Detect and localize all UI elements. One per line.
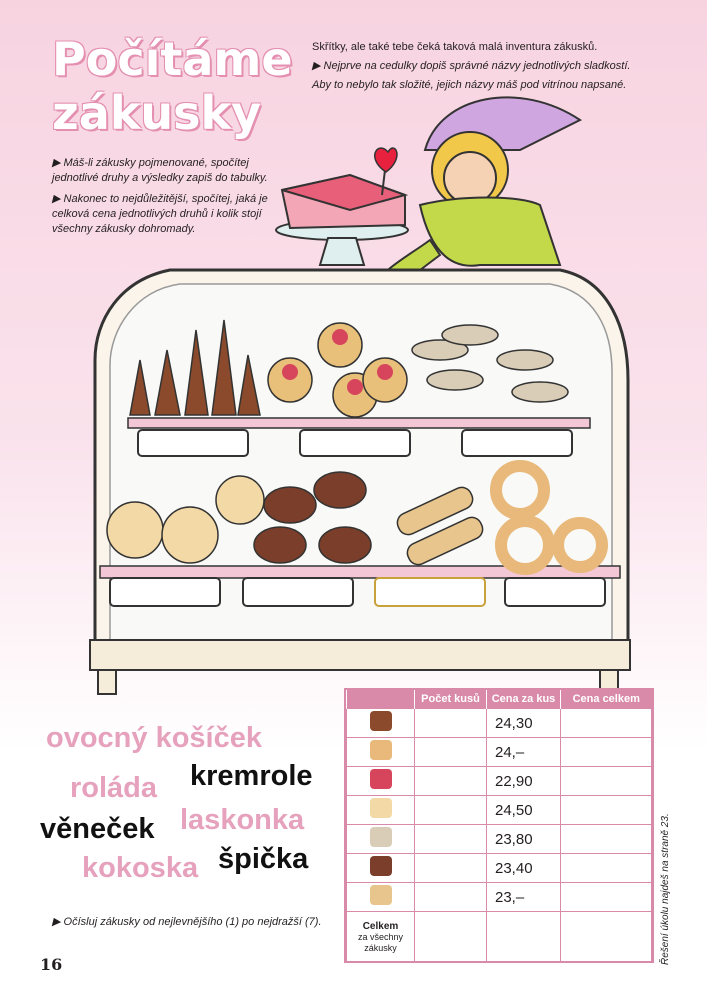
title-line-1: Počítáme [52,32,293,86]
word-kremrole: kremrole [190,760,313,792]
pastry-icon-cell [347,854,415,883]
venecek-icon [370,740,392,760]
word-laskonka: laskonka [180,804,305,836]
table-row [347,825,652,854]
word-ovocny-kosicek: ovocný košíček [46,722,262,754]
unit-price-cell: 24,– [487,738,561,767]
total-cell[interactable] [561,883,652,912]
total-cell[interactable] [561,854,652,883]
page-number: 16 [40,955,63,974]
table-row [347,738,652,767]
count-cell[interactable] [415,709,487,738]
unit-price-cell: 24,50 [487,796,561,825]
total-cell[interactable] [561,767,652,796]
total-label [347,912,415,963]
kokoska-icon [370,856,392,876]
instruction-total: ▶ Nakonec to nejdůležitější, spočítej, jaká je celková cena jednotlivých druhů i kolik stojí všechny zákusky dohromady. [52,193,268,235]
inventory-table [344,688,654,963]
count-cell[interactable] [415,738,487,767]
count-cell[interactable] [415,796,487,825]
unit-price-cell: 23,80 [487,825,561,854]
header-unit-price: Cena za kus [487,690,561,709]
unit-price-cell: 22,90 [487,767,561,796]
pastry-icon-cell [347,883,415,912]
count-cell[interactable] [415,825,487,854]
total-label-bold: Celkem [362,920,399,932]
pastry-icon-cell [347,767,415,796]
total-cell[interactable] [561,738,652,767]
kosicek-icon [370,769,392,789]
pastry-icon-cell [347,709,415,738]
unit-price-cell: 23,– [487,883,561,912]
header-icon [347,690,415,709]
pastry-icon-cell [347,796,415,825]
word-venecek: věneček [40,813,155,845]
kremrole-icon [370,885,392,905]
table-row [347,767,652,796]
intro-line-2: ▶ Nejprve na cedulky dopiš správné názvy jednotlivých sladkostí. [312,60,631,72]
rolada-icon [370,798,392,818]
table-total-row [347,912,652,963]
unit-price-cell: 24,30 [487,709,561,738]
cake-stand-illustration [276,148,408,265]
total-cell[interactable] [561,796,652,825]
total-count-cell[interactable] [415,912,487,963]
pastry-icon-cell [347,738,415,767]
word-rolada: roláda [70,772,158,804]
table-row [347,883,652,912]
total-cell[interactable] [561,825,652,854]
pastry-icon-cell [347,825,415,854]
table-header [347,690,652,709]
total-price-cell[interactable] [561,912,652,963]
table-row [347,709,652,738]
solution-note: Řešení úkolu najdeš na straně 23. [660,813,671,965]
count-cell[interactable] [415,883,487,912]
header-count: Počet kusů [415,690,487,709]
pastry-showcase [90,270,630,694]
unit-price-cell: 23,40 [487,854,561,883]
total-cell[interactable] [561,709,652,738]
table-row [347,854,652,883]
total-unit-cell [487,912,561,963]
total-label-rest: za všechny zákusky [357,931,404,953]
count-cell[interactable] [415,854,487,883]
spicka-icon [370,711,392,731]
intro-line-1: Skřítky, ale také tebe čeká taková malá inventura zákusků. [312,41,598,53]
word-kokoska: kokoska [82,852,199,884]
title-line-2: zákusky [52,86,262,140]
laskonka-icon [370,827,392,847]
header-total-price: Cena celkem [561,690,652,709]
table-row [347,796,652,825]
count-cell[interactable] [415,767,487,796]
word-spicka: špička [218,843,309,875]
intro-line-3: Aby to nebylo tak složité, jejich názvy máš pod vitrínou napsané. [312,79,627,91]
ordering-instruction: ▶ Očísluj zákusky od nejlevnějšího (1) po nejdražší (7). [52,916,322,928]
instruction-count: ▶ Máš-li zákusky pojmenované, spočítej jednotlivé druhy a výsledky zapiš do tabulky. [52,157,268,184]
